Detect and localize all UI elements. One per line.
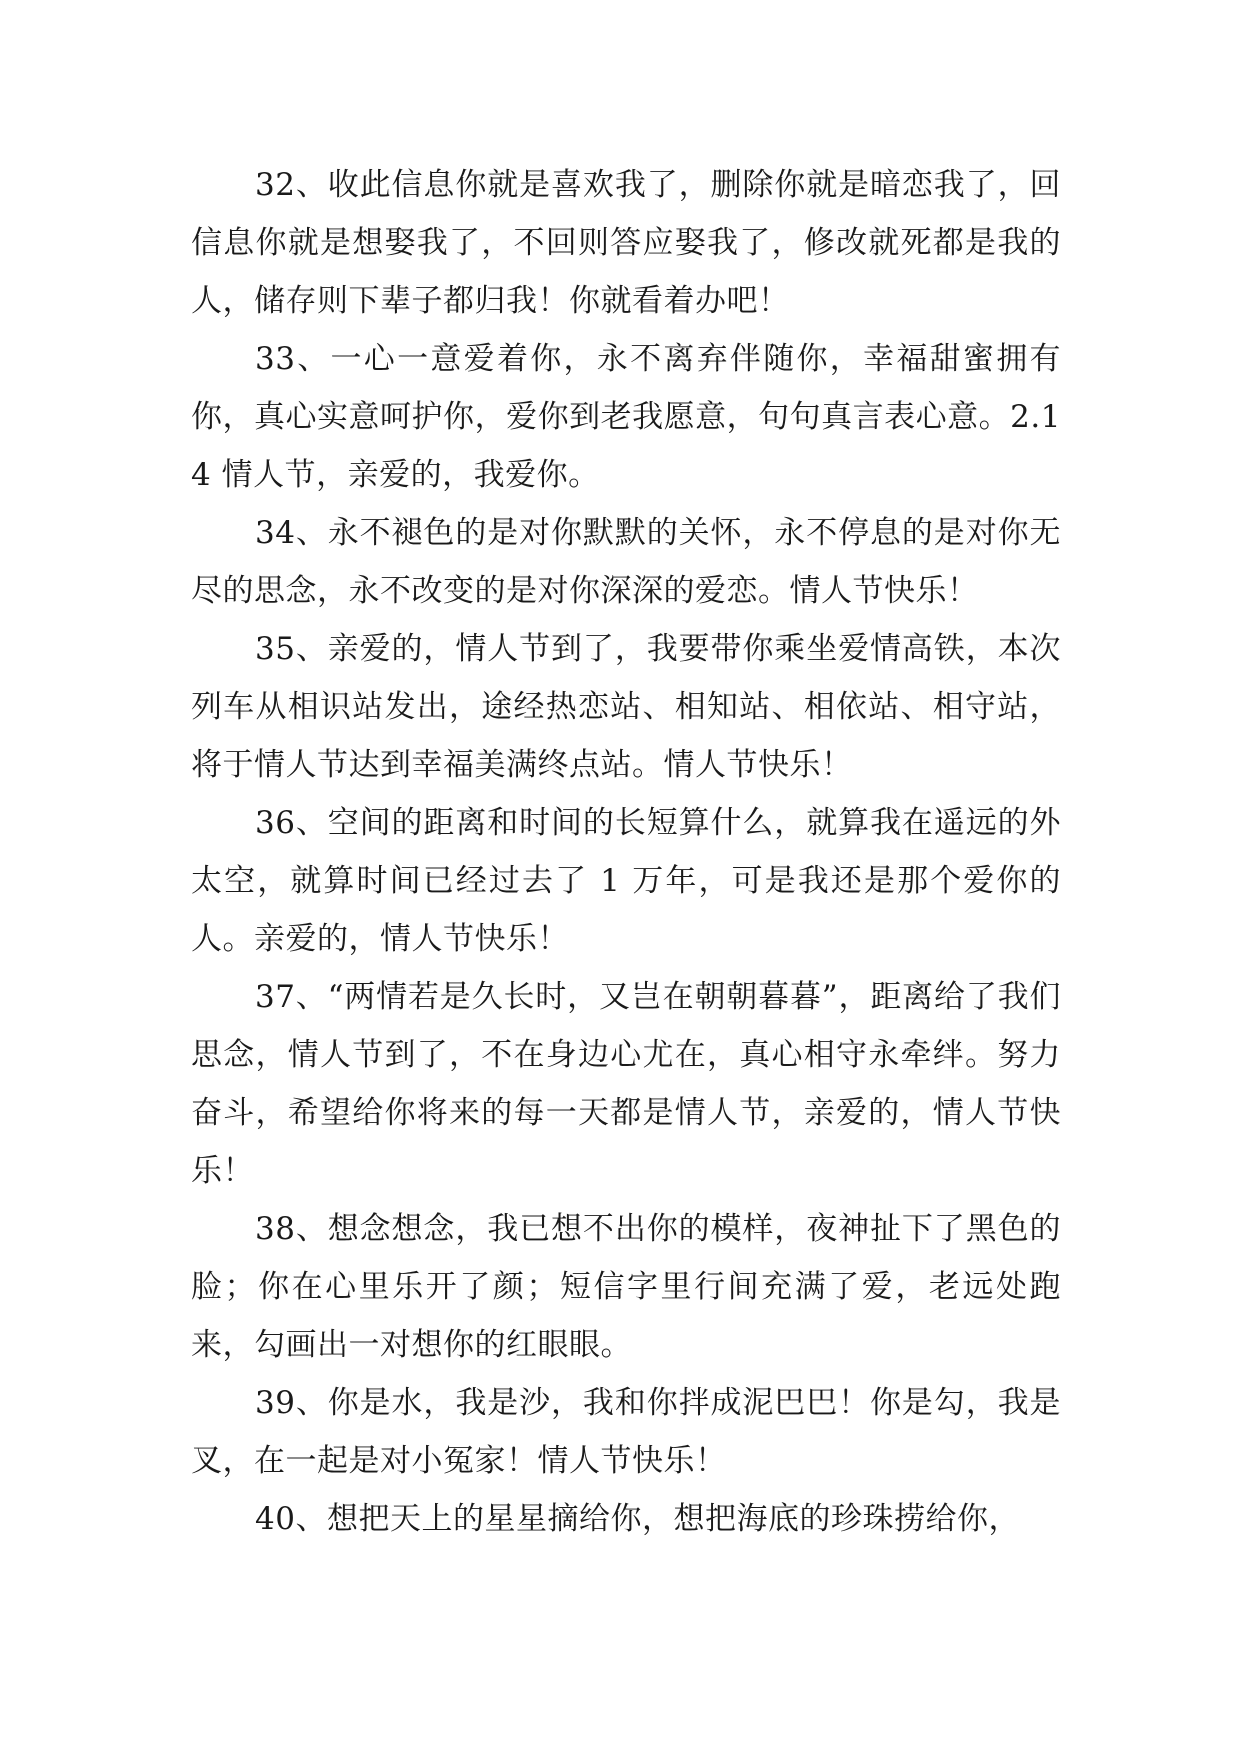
paragraph-37: 37、“两情若是久长时，又岂在朝朝暮暮”，距离给了我们思念，情人节到了，不在身边心尤在，真心相守永牵绊。努力奋斗，希望给你将来的每一天都是情人节，亲爱的，情人节快乐！ [191,979,1061,1189]
paragraph-33: 33、一心一意爱着你，永不离弃伴随你，幸福甜蜜拥有你，真心实意呵护你，爱你到老我愿意，句句真言表心意。2.14 情人节，亲爱的，我爱你。 [191,341,1061,493]
paragraph-39: 39、你是水，我是沙，我和你拌成泥巴巴！你是勾，我是叉，在一起是对小冤家！情人节快乐！ [191,1385,1061,1479]
paragraph-38: 38、想念想念，我已想不出你的模样，夜神扯下了黑色的脸；你在心里乐开了颜；短信字里行间充满了爱，老远处跑来，勾画出一对想你的红眼眼。 [191,1211,1061,1363]
paragraph-35: 35、亲爱的，情人节到了，我要带你乘坐爱情高铁，本次列车从相识站发出，途经热恋站、相知站、相依站、相守站，将于情人节达到幸福美满终点站。情人节快乐！ [191,631,1061,783]
paragraph-32: 32、收此信息你就是喜欢我了，删除你就是暗恋我了，回信息你就是想娶我了，不回则答应娶我了，修改就死都是我的人，储存则下辈子都归我！你就看着办吧！ [191,167,1061,319]
paragraph-34: 34、永不褪色的是对你默默的关怀，永不停息的是对你无尽的思念，永不改变的是对你深深的爱恋。情人节快乐！ [191,515,1061,609]
paragraph-36: 36、空间的距离和时间的长短算什么，就算我在遥远的外太空，就算时间已经过去了 1 万年，可是我还是那个爱你的人。亲爱的，情人节快乐！ [191,805,1061,957]
paragraph-40: 40、想把天上的星星摘给你，想把海底的珍珠捞给你， [255,1501,1020,1537]
document-body [191,156,1061,1548]
